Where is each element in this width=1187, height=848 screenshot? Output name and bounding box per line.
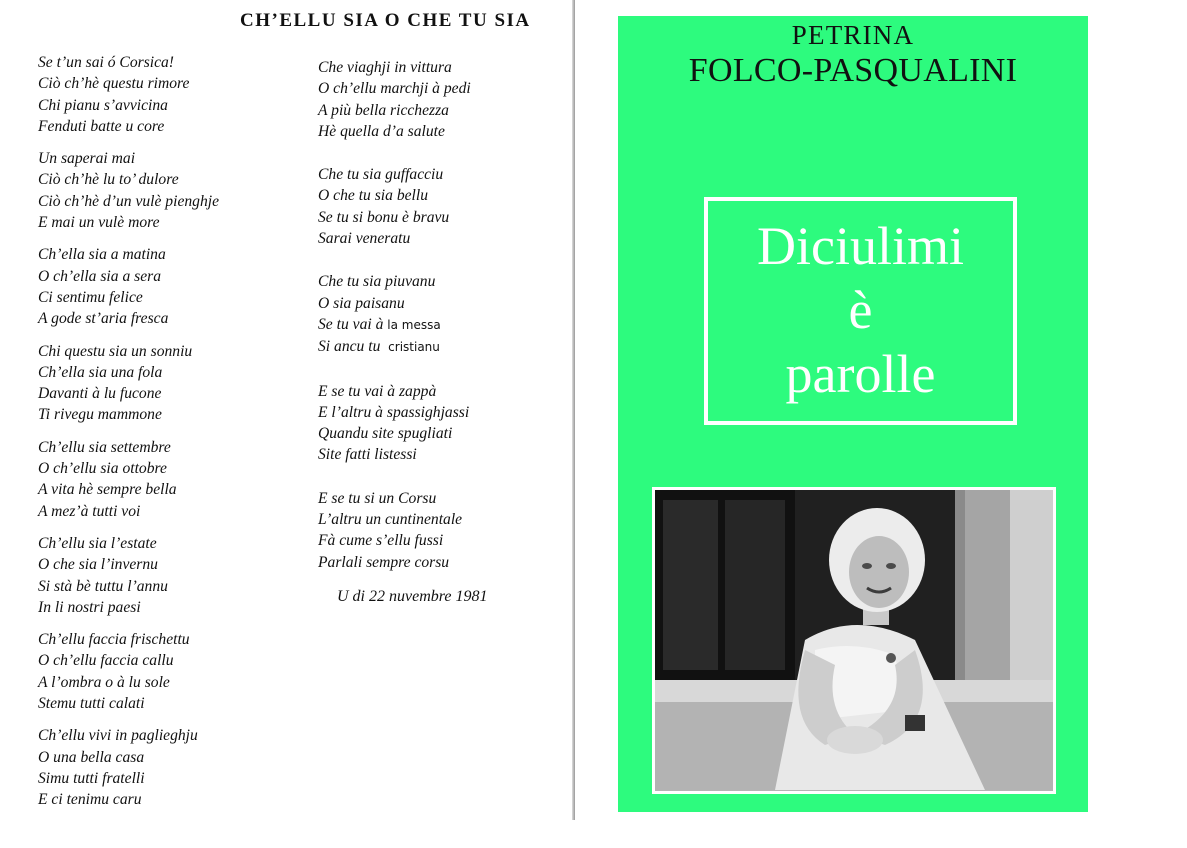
verse-line: O ch’ellu sia ottobre	[38, 460, 167, 478]
verse-line: Hè quella d’a salute	[318, 122, 445, 140]
verse-line: Ti rivegu mammone	[38, 406, 162, 424]
stanza	[38, 148, 318, 233]
verse-line: Che viaghji in vittura	[318, 59, 452, 76]
verse-line: Davanti à lu fucone	[38, 385, 162, 403]
author-first-name: PETRINA	[791, 20, 915, 50]
verse-line: Ch’ellu faccia frischettu	[38, 631, 190, 649]
verse-line: Fà cume s’ellu fussi	[318, 532, 444, 550]
verse-line: E se tu si un Corsu	[318, 489, 437, 507]
verse-line: A l’ombra o à lu sole	[38, 673, 170, 691]
verse-line: O una bella casa	[38, 748, 145, 766]
stanza	[38, 533, 318, 618]
verse-line: Ciò ch’hè lu to’ dulore	[38, 171, 179, 189]
verse-line: Fenduti batte u core	[38, 117, 165, 135]
verse-line: Che tu sia piuvanu	[318, 273, 436, 291]
stanza	[38, 629, 318, 714]
stanza	[38, 52, 318, 137]
verse-line: O che sia l’invernu	[38, 556, 158, 574]
verse-line: Ch’ella sia a matina	[38, 246, 166, 264]
handwritten-insert: cristianu	[388, 340, 440, 355]
stanza	[318, 164, 568, 249]
poem-date: U di 22 nuvembre 1981	[337, 588, 488, 605]
verse-line: Ch’ellu vivi in paglieghju	[38, 727, 198, 745]
verse-line: E ci tenimu caru	[38, 791, 142, 809]
verse-line: Chi questu sia un sonniu	[38, 342, 193, 360]
poem-title: CH’ELLU SIA O CHE TU SIA	[240, 10, 531, 31]
author-last-name: FOLCO-PASQUALINI	[688, 52, 1018, 89]
book-title-box	[704, 197, 1017, 425]
verse-line: L’altru un cuntinentale	[318, 511, 463, 529]
stanza	[38, 437, 318, 522]
verse-line: Parlali sempre corsu	[318, 553, 450, 571]
stanza	[318, 488, 568, 573]
verse-line: E mai un vulè more	[38, 214, 160, 232]
stanza	[38, 244, 318, 329]
verse-line: Ch’ella sia una fola	[38, 363, 163, 381]
verse-line: O ch’ella sia a sera	[38, 267, 161, 285]
verse-line	[318, 336, 568, 358]
verse-line: A mez’à tutti voi	[38, 502, 141, 520]
stanza	[318, 57, 568, 142]
verse-line: Un saperai mai	[38, 150, 136, 168]
author-photo-image	[655, 490, 1053, 791]
verse-line: Se t’un sai ó Corsica!	[38, 54, 175, 71]
verse-line: O sia paisanu	[318, 294, 405, 312]
verse-line: A vita hè sempre bella	[38, 481, 177, 499]
verse-line: E l’altru à spassighjassi	[318, 403, 470, 421]
poem-page	[0, 0, 575, 848]
verse-line: Site fatti listessi	[318, 446, 417, 464]
stanza	[318, 271, 568, 358]
verse-line: O che tu sia bellu	[318, 187, 429, 205]
verse-line: E se tu vai à zappà	[318, 382, 437, 400]
verse-text: Si ancu tu	[318, 338, 381, 356]
verse-line: A gode st’aria fresca	[38, 310, 169, 328]
book-title-line: è	[848, 280, 873, 340]
poem-column-1	[38, 52, 318, 822]
verse-line: A più bella ricchezza	[318, 101, 449, 119]
verse-line: Che tu sia guffacciu	[318, 166, 444, 184]
verse-line: Ci sentimu felice	[38, 288, 143, 306]
verse-line	[318, 314, 568, 336]
page-fold	[572, 0, 575, 820]
verse-line: Ch’ellu sia settembre	[38, 438, 171, 456]
book-title-line: parolle	[785, 344, 936, 404]
verse-line: O ch’ellu marchji à pedi	[318, 80, 471, 98]
verse-line: Ciò ch’hè d’un vulè pienghje	[38, 192, 220, 210]
handwritten-insert: la messa	[387, 317, 441, 332]
verse-line: Ch’ellu sia l’estate	[38, 534, 157, 552]
verse-line: Si stà bè tuttu l’annu	[38, 577, 168, 595]
verse-line: O ch’ellu faccia callu	[38, 652, 174, 670]
verse-line: Ciò ch’hè questu rimore	[38, 75, 190, 93]
book-title-line: Diciulimi	[757, 216, 964, 276]
verse-text: Se tu vai à	[318, 315, 384, 333]
verse-line: Sarai veneratu	[318, 230, 411, 248]
stanza	[38, 341, 318, 426]
stanza	[318, 381, 568, 466]
verse-line: Simu tutti fratelli	[38, 769, 145, 787]
author-photo	[652, 487, 1056, 794]
stanza	[38, 725, 318, 810]
verse-line: Se tu si bonu è bravu	[318, 208, 450, 226]
verse-line: In li nostri paesi	[38, 598, 141, 616]
verse-line: Quandu site spugliati	[318, 425, 453, 443]
verse-line: Chi pianu s’avvicina	[38, 96, 168, 114]
verse-line: Stemu tutti calati	[38, 695, 145, 713]
poem-column-2	[318, 57, 568, 595]
book-cover	[618, 16, 1088, 812]
